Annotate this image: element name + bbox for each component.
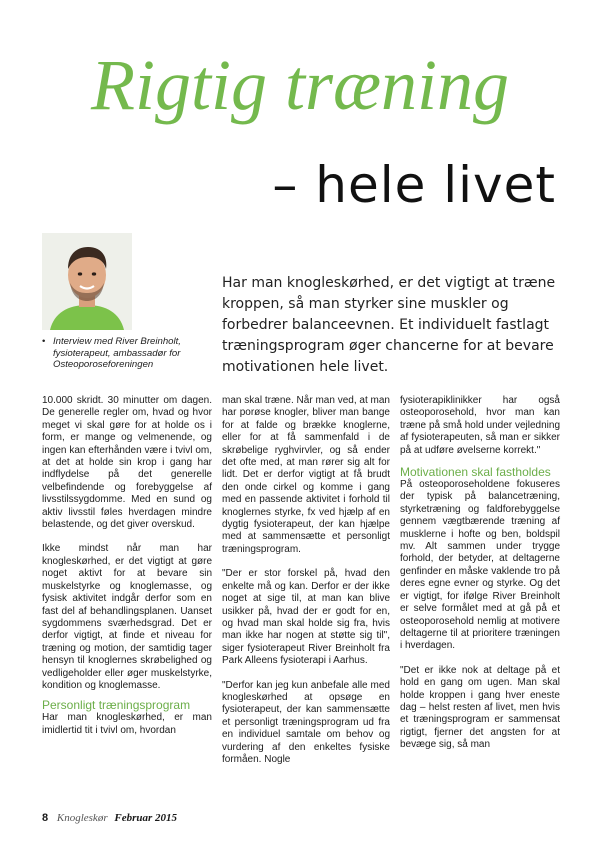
quote-paragraph: "Derfor kan jeg kun anbefale alle med knogleskørhed at opsøge en fysioterapeut, der kan sammensætte et personligt træningsprogram ud fra en individuel samtale om behov og vurdering af den enkeltes fysiske formåen. Nogle	[222, 679, 390, 765]
paragraph: På osteoporoseholdene fokuseres der typisk på balancetræning, styrketræning og faldforebyggelse gennem vægtbærende træning af musklerne i hofte og ben, boldspil mv. Alt sammen under trygge forhold, der betyder, at deltagerne genfinder en måske vaklende tro på deres egne evner og styrke. Og det er vigtigt, for ifølge River Breinholt er selve formålet med at gå på et osteoporosehold nemlig at motivere deltagerne til at prioritere træningen i hverdagen.	[400, 479, 560, 652]
section-heading: Personligt træningsprogram	[42, 698, 191, 713]
page-footer	[42, 811, 177, 825]
section-heading: Motivationen skal fastholdes	[400, 465, 551, 480]
paragraph: fysioterapiklinikker har også osteoporosehold, hvor man kan træne på små hold under vejledning af fysioterapeuten, så man er sikker på at udføre øvelserne korrekt."	[400, 395, 560, 456]
paragraph: 10.000 skridt. 30 minutter om dagen. De generelle regler om, hvad og hvor meget vi skal gøre for at holde os i form, er mange og velmenende, og ingen kan efterhånden være i tvivl om, at det at holde sin krop i gang har indflydelse på det generelle velbefindende og forebyggelse af livsstilssygdomme. Med en sund og aktiv livsstil føles hverdagen mindre belastende, og det giver overskud.	[42, 395, 212, 531]
headline-line-2: – hele livet	[272, 156, 556, 214]
quote-paragraph: "Det er ikke nok at deltage på et hold en gang om ugen. Man skal holde kroppen i gang hver eneste dag – helst resten af livet, men hvis et træningsprogram er sammensat rigtigt, fjerner det angsten for at bevæge sig, så man	[400, 664, 560, 751]
caption-text: Interview med River Breinholt, fysioterapeut, ambassadør for Osteoporoseforeningen	[53, 336, 181, 370]
caption-bullet: •	[42, 336, 46, 347]
paragraph: Har man knogleskørhed, er man imidlertid tit i tvivl om, hvordan	[42, 712, 212, 736]
page-number: 8	[42, 812, 49, 824]
paragraph: man skal træne. Når man ved, at man har porøse knogler, bliver man bange for at falde og brække knoglerne, eller for at få sammenfald i de skrøbelige ryghvirvler, og så ender det ofte med, at man rører sig alt for lidt. Det er derfor vigtigt at få brudt den onde cirkel og komme i gang med en passende aktivitet i forhold til knoglernes styrke, fx ved hjælp af en dygtig fysioterapeut, der kan hjælpe med at sammensætte et personligt træningsprogram.	[222, 395, 390, 555]
issue-date: Februar 2015	[114, 812, 178, 824]
portrait-photo	[42, 233, 132, 330]
headline-line-1: Rigtig træning	[90, 45, 510, 125]
column-1	[42, 395, 212, 749]
quote-paragraph: "Der er stor forskel på, hvad den enkelte må og kan. Derfor er der ikke noget at sige til, at man kan blive usikker på, hvad der er godt for en, og hvad man skal holde sig fra, hvis man ikke har nogen at støtte sig til", siger fysioterapeut River Breinholt fra Park Alleens fysioterapi i Aarhus.	[222, 568, 390, 667]
column-3	[400, 395, 560, 764]
lead-paragraph: Har man knogleskørhed, er det vigtigt at træne kroppen, så man styrker sine muskler og forbedrer balanceevnen. Et individuelt fastlagt træningsprogram øger chancerne for at bevare motivationen hele livet.	[222, 275, 556, 375]
column-2	[222, 395, 390, 778]
portrait-illustration	[42, 233, 132, 330]
photo-caption	[42, 336, 212, 371]
magazine-name: Knogleskør	[56, 812, 108, 824]
paragraph: Ikke mindst når man har knogleskørhed, er det vigtigt at gøre noget aktivt for at bevare sin muskelstyrke og knoglemasse, og fysisk aktivitet indgår derfor som en fast del af behandlingsplanen. Uanset sygdommens sværhedsgrad. Det er derfor vigtigt, at finde et niveau for træning og motion, der samtidig tager hensyn til knoglernes skrøbelighed og vedligeholder eller øger muskelstyrke, kondition og knoglemasse.	[42, 543, 212, 691]
